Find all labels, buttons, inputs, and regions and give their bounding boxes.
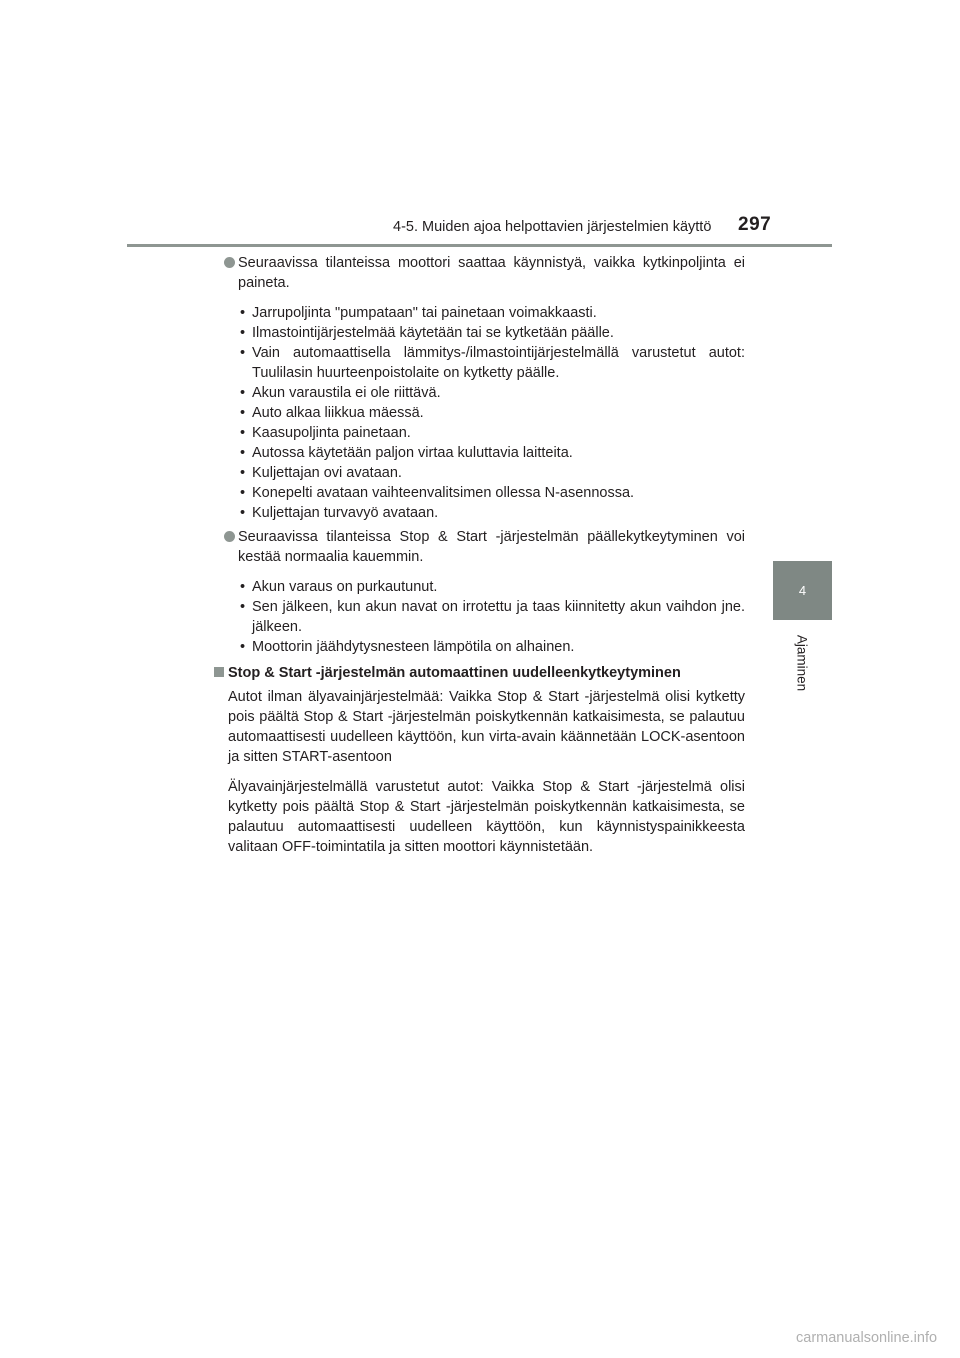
list-item-text: Auto alkaa liikkua mäessä. (252, 405, 424, 421)
list-item-text: Konepelti avataan vaihteenvalitsimen ollessa N-asennossa. (252, 485, 635, 501)
section-intro-text: Seuraavissa tilanteissa Stop & Start -järjestelmän päällekytkeytyminen voi kestää normaalia kauemmin. (238, 529, 745, 565)
list-item-text: Jarrupoljinta "pumpataan" tai painetaan voimakkaasti. (252, 305, 597, 321)
section-intro-text: Seuraavissa tilanteissa moottori saattaa käynnistyä, vaikka kytkinpoljinta ei paineta. (238, 255, 745, 291)
list-item-text: Akun varaustila ei ole riittävä. (252, 385, 441, 401)
chapter-tab (773, 561, 832, 620)
list-item (214, 597, 745, 637)
bullet-icon: • (240, 599, 246, 615)
header-divider (127, 244, 832, 247)
list-item (214, 423, 745, 443)
list-item-text: Ilmastointijärjestelmää käytetään tai se kytketään päälle. (252, 325, 614, 341)
list-item-text: Akun varaus on purkautunut. (252, 579, 438, 595)
bullet-icon: • (240, 505, 246, 521)
subsection-heading (214, 663, 745, 683)
list-item (214, 503, 745, 523)
subsection-heading-text: Stop & Start -järjestelmän automaattinen uudelleenkytkeytyminen (228, 665, 681, 681)
square-bullet-icon (214, 667, 224, 677)
bullet-icon: • (240, 485, 246, 501)
bullet-icon: • (240, 639, 246, 655)
list-item (214, 323, 745, 343)
list-item-text: Kaasupoljinta painetaan. (252, 425, 411, 441)
subsection-paragraph: Älyavainjärjestelmällä varustetut autot: Vaikka Stop & Start -järjestelmä olisi kytketty pois päältä Stop & Start -järjestelmän poiskytkennän katkaisimesta, se palautuu automaattisesti uudelleen käyttöön, kun käynnistyspainikkeesta valitaan OFF-toimintatila ja sitten moottori käynnistetään. (228, 779, 745, 855)
subsection-paragraph: Autot ilman älyavainjärjestelmää: Vaikka Stop & Start -järjestelmä olisi kytketty pois päältä Stop & Start -järjestelmän poiskytkennän katkaisimesta, se palautuu automaattisesti uudelleen käyttöön, kun virta-avain käännetään LOCK-asentoon ja sitten START-asentoon (228, 689, 745, 765)
list-item (214, 463, 745, 483)
list-item (214, 343, 745, 383)
list-item-text: Sen jälkeen, kun akun navat on irrotettu ja taas kiinnitetty akun vaihdon jne. jälkeen. (252, 599, 745, 635)
bullet-icon: • (240, 445, 246, 461)
bullet-icon: • (240, 425, 246, 441)
list-item-text: Kuljettajan turvavyö avataan. (252, 505, 439, 521)
list-item-text: Vain automaattisella lämmitys-/ilmastointijärjestelmällä varustetut autot: Tuulilasin huurteenpoistolaite on kytketty päälle. (252, 345, 745, 381)
bullet-icon: • (240, 465, 246, 481)
watermark-text: carmanualsonline.info (796, 1330, 938, 1346)
bullet-icon: • (240, 405, 246, 421)
list-item (214, 577, 745, 597)
list-item-text: Autossa käytetään paljon virtaa kuluttavia laitteita. (252, 445, 573, 461)
page-number: 297 (738, 214, 772, 235)
bullet-icon: • (240, 305, 246, 321)
bullet-icon: • (240, 345, 246, 361)
chapter-number: 4 (798, 583, 807, 598)
list-item-text: Kuljettajan ovi avataan. (252, 465, 402, 481)
list-item (214, 443, 745, 463)
circle-bullet-icon (224, 257, 235, 268)
chapter-label: Ajaminen (794, 634, 810, 692)
header-section-title: 4-5. Muiden ajoa helpottavien järjestelmien käyttö (393, 219, 712, 235)
condition-list (214, 303, 745, 523)
list-item (214, 483, 745, 503)
page-content (214, 253, 745, 857)
section-intro (214, 253, 745, 293)
list-item-text: Moottorin jäähdytysnesteen lämpötila on alhainen. (252, 639, 575, 655)
list-item (214, 383, 745, 403)
condition-list (214, 577, 745, 657)
bullet-icon: • (240, 579, 246, 595)
section-intro (214, 527, 745, 567)
list-item (214, 403, 745, 423)
bullet-icon: • (240, 385, 246, 401)
circle-bullet-icon (224, 531, 235, 542)
list-item (214, 637, 745, 657)
bullet-icon: • (240, 325, 246, 341)
list-item (214, 303, 745, 323)
